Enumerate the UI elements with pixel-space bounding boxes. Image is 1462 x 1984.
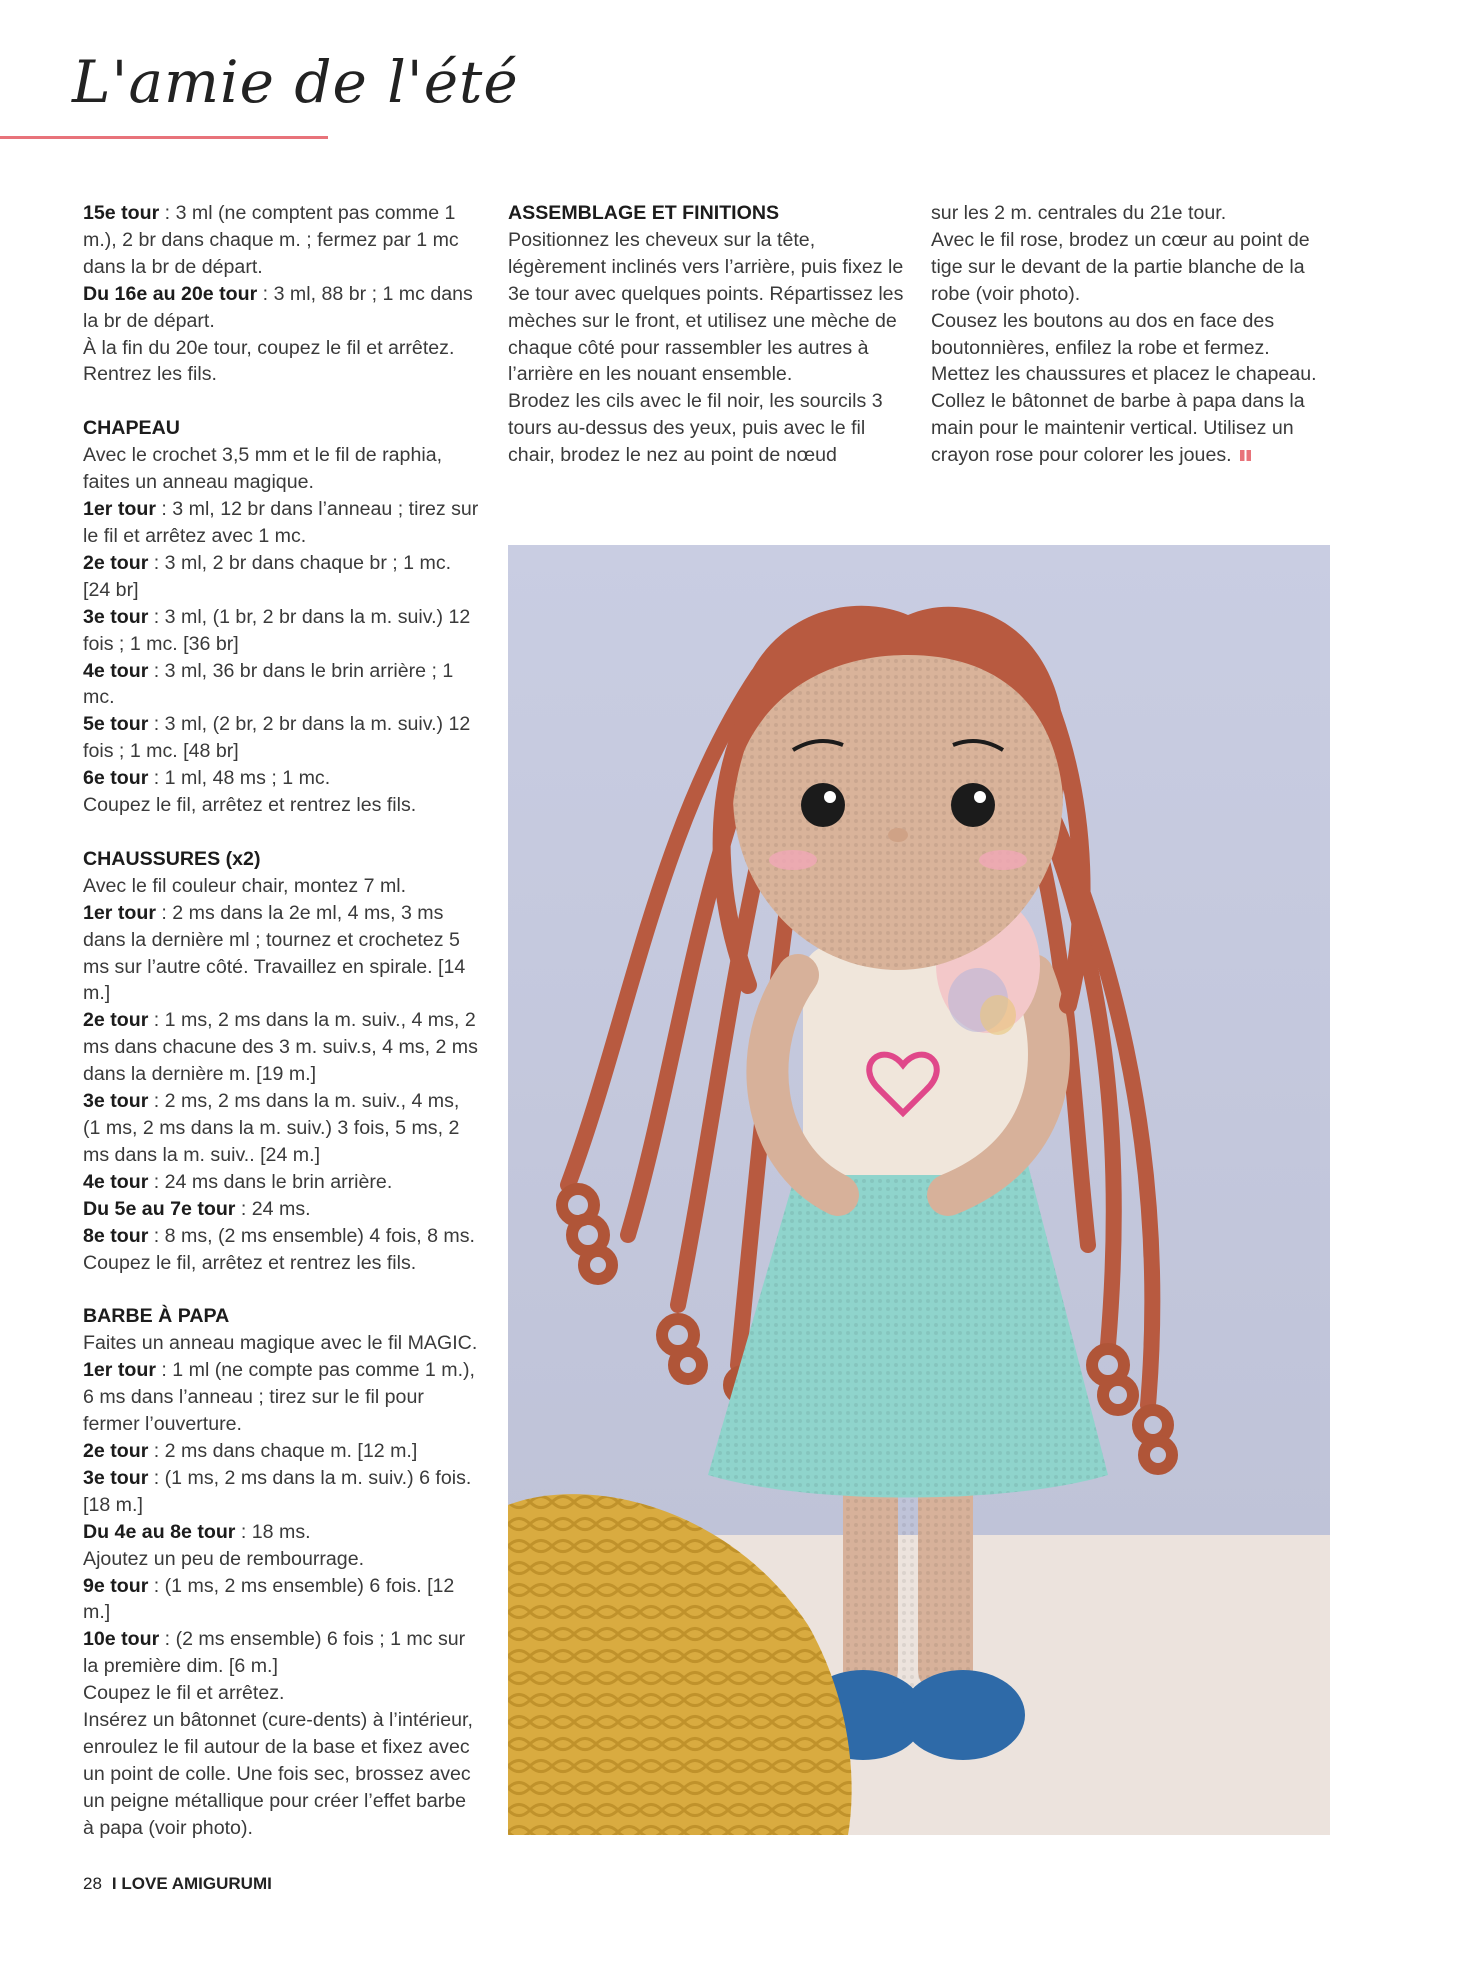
instruction-paragraph: [83, 1626, 481, 1680]
pattern-column-1: [83, 200, 481, 1842]
instruction-text: : 3 ml, 2 br dans chaque br ; 1 mc. [24 br]: [83, 551, 452, 601]
instruction-paragraph: [83, 281, 481, 335]
round-label: 2e tour: [83, 551, 149, 574]
paragraph-spacer: [83, 819, 481, 846]
instruction-text: : 3 ml, (1 br, 2 br dans la m. suiv.) 12 fois ; 1 mc. [36 br]: [83, 605, 471, 655]
instruction-text: Avec le crochet 3,5 mm et le fil de raphia, faites un anneau magique.: [83, 444, 443, 494]
instruction-paragraph: [83, 1250, 481, 1277]
instruction-text: Faites un anneau magique avec le fil MAGIC.: [83, 1332, 478, 1355]
article-end-mark: [1240, 450, 1251, 461]
round-label: 6e tour: [83, 767, 149, 790]
page-footer: [83, 1874, 272, 1894]
instruction-text: Ajoutez un peu de rembourrage.: [83, 1547, 365, 1570]
instruction-paragraph: [83, 1223, 481, 1250]
instruction-paragraph: [83, 1438, 481, 1465]
instruction-paragraph: [83, 200, 481, 281]
round-label: 4e tour: [83, 1170, 149, 1193]
instruction-text: Avec le fil couleur chair, montez 7 ml.: [83, 874, 407, 897]
instruction-paragraph: [83, 1357, 481, 1438]
round-label: 1er tour: [83, 901, 156, 924]
instruction-text: : (2 ms ensemble) 6 fois ; 1 mc sur la première dim. [6 m.]: [83, 1628, 466, 1678]
right-cheek: [979, 850, 1027, 870]
instruction-paragraph: [508, 227, 906, 388]
pattern-column-3: [931, 200, 1331, 469]
left-cheek: [769, 850, 817, 870]
doll-photo: [508, 545, 1330, 1835]
instruction-text: Collez le bâtonnet de barbe à papa dans la main pour le maintenir vertical. Utilisez un crayon rose pour colorer les joues.: [931, 390, 1305, 467]
instruction-paragraph: [83, 550, 481, 604]
instruction-paragraph: [83, 1007, 481, 1088]
round-label: 1er tour: [83, 498, 156, 521]
instruction-text: Insérez un bâtonnet (cure-dents) à l’intérieur, enroulez le fil autour de la base et fixez avec un point de colle. Une fois sec, brossez avec un peigne métallique pour créer l’effet barbe à papa (voir photo).: [83, 1709, 473, 1839]
round-label: 2e tour: [83, 1439, 149, 1462]
instruction-text: : 3 ml, (2 br, 2 br dans la m. suiv.) 12 fois ; 1 mc. [48 br]: [83, 713, 471, 763]
instruction-paragraph: [83, 900, 481, 1008]
instruction-text: Cousez les boutons au dos en face des boutonnières, enfilez la robe et fermez. Mettez les chaussures et placez le chapeau.: [931, 309, 1317, 386]
instruction-text: sur les 2 m. centrales du 21e tour.: [931, 202, 1227, 224]
round-label: 8e tour: [83, 1224, 149, 1247]
round-label: Du 16e au 20e tour: [83, 282, 258, 305]
instruction-paragraph: [508, 388, 906, 469]
right-shoe: [901, 1670, 1025, 1760]
round-label: 15e tour: [83, 202, 160, 224]
instruction-text: Brodez les cils avec le fil noir, les sourcils 3 tours au-dessus des yeux, puis avec le fil chair, brodez le nez au point de nœud: [508, 390, 883, 467]
instruction-paragraph: [931, 227, 1331, 308]
left-eye: [801, 783, 845, 827]
instruction-paragraph: [83, 711, 481, 765]
instruction-paragraph: [83, 792, 481, 819]
instruction-text: : 2 ms, 2 ms dans la m. suiv., 4 ms, (1 ms, 2 ms dans la m. suiv.) 3 fois, 5 ms, 2 ms dans la m. suiv.. [24 m.]: [83, 1090, 460, 1166]
instruction-paragraph: [83, 1088, 481, 1169]
amigurumi-doll-illustration: [508, 545, 1330, 1835]
instruction-text: : 1 ms, 2 ms dans la m. suiv., 4 ms, 2 ms dans chacune des 3 m. suiv.s, 4 ms, 2 ms dans la dernière m. [19 m.]: [83, 1009, 478, 1086]
instruction-paragraph: [83, 1169, 481, 1196]
instruction-paragraph: [83, 1573, 481, 1627]
instruction-text: : 3 ml, 36 br dans le brin arrière ; 1 mc.: [83, 659, 454, 709]
round-label: 10e tour: [83, 1628, 160, 1651]
instruction-paragraph: [83, 1546, 481, 1573]
section-heading: CHAUSSURES (x2): [83, 847, 261, 870]
round-label: 1er tour: [83, 1359, 156, 1382]
instruction-text: : 3 ml, 88 br ; 1 mc dans la br de départ.: [83, 282, 473, 332]
instruction-paragraph: [83, 873, 481, 900]
instruction-paragraph: [83, 765, 481, 792]
instruction-paragraph: [931, 308, 1331, 389]
instruction-text: : 24 ms.: [235, 1197, 311, 1220]
instruction-text: : 2 ms dans la 2e ml, 4 ms, 3 ms dans la dernière ml ; tournez et crochetez 5 ms sur l’autre côté. Travaillez en spirale. [14 m.]: [83, 901, 466, 1005]
section-heading: ASSEMBLAGE ET FINITIONS: [508, 202, 780, 224]
instruction-text: Coupez le fil, arrêtez et rentrez les fils.: [83, 794, 417, 817]
instruction-text: Avec le fil rose, brodez un cœur au point de tige sur le devant de la partie blanche de la robe (voir photo).: [931, 228, 1310, 305]
instruction-text: : 3 ml, 12 br dans l’anneau ; tirez sur le fil et arrêtez avec 1 mc.: [83, 498, 479, 547]
instruction-paragraph: [931, 388, 1331, 469]
round-label: 4e tour: [83, 659, 149, 682]
instruction-paragraph: [83, 1465, 481, 1519]
instruction-text: À la fin du 20e tour, coupez le fil et arrêtez. Rentrez les fils.: [83, 336, 455, 386]
instruction-paragraph: [83, 1196, 481, 1223]
instruction-text: : 8 ms, (2 ms ensemble) 4 fois, 8 ms.: [148, 1224, 475, 1247]
instruction-text: : 1 ml (ne compte pas comme 1 m.), 6 ms dans l’anneau ; tirez sur le fil pour fermer l’ouverture.: [83, 1359, 475, 1436]
round-label: 9e tour: [83, 1574, 149, 1597]
round-label: 3e tour: [83, 1090, 149, 1113]
instruction-paragraph: [83, 1519, 481, 1546]
instruction-paragraph: [83, 496, 481, 550]
page-title: L'amie de l'été: [72, 48, 519, 116]
round-label: 2e tour: [83, 1009, 149, 1032]
instruction-text: : 2 ms dans chaque m. [12 m.]: [148, 1439, 418, 1462]
round-label: 5e tour: [83, 713, 149, 736]
pattern-column-2: [508, 200, 906, 469]
instruction-paragraph: [83, 1707, 481, 1842]
paragraph-spacer: [83, 388, 481, 415]
instruction-paragraph: [931, 200, 1331, 227]
instruction-paragraph: [83, 1680, 481, 1707]
page-number: 28: [83, 1874, 102, 1893]
round-label: 3e tour: [83, 1466, 149, 1489]
round-label: 3e tour: [83, 605, 149, 628]
round-label: Du 5e au 7e tour: [83, 1197, 236, 1220]
instruction-text: Coupez le fil, arrêtez et rentrez les fils.: [83, 1251, 417, 1274]
magazine-name: I LOVE AMIGURUMI: [111, 1874, 272, 1893]
title-underline: [0, 136, 328, 139]
section-heading: BARBE À PAPA: [83, 1305, 230, 1328]
instruction-paragraph: [83, 1330, 481, 1357]
instruction-text: : 18 ms.: [235, 1520, 311, 1543]
section-heading: CHAPEAU: [83, 417, 180, 440]
paragraph-spacer: [83, 1276, 481, 1303]
right-eye: [951, 783, 995, 827]
instruction-text: Positionnez les cheveux sur la tête, légèrement inclinés vers l’arrière, puis fixez le 3e tour avec quelques points. Répartissez les mèches sur le front, et utilisez une mèche de chaque côté pour rassembler les autres à l’arrière en les nouant ensemble.: [508, 228, 904, 386]
instruction-paragraph: [83, 604, 481, 658]
instruction-text: : 24 ms dans le brin arrière.: [148, 1170, 393, 1193]
nose: [888, 828, 908, 842]
instruction-text: Coupez le fil et arrêtez.: [83, 1682, 285, 1705]
round-label: Du 4e au 8e tour: [83, 1520, 236, 1543]
instruction-paragraph: [83, 335, 481, 389]
instruction-paragraph: [83, 442, 481, 496]
instruction-text: : 3 ml (ne comptent pas comme 1 m.), 2 br dans chaque m. ; fermez par 1 mc dans la br de départ.: [83, 202, 459, 278]
instruction-text: : (1 ms, 2 ms ensemble) 6 fois. [12 m.]: [83, 1574, 455, 1624]
instruction-paragraph: [83, 658, 481, 712]
instruction-text: : (1 ms, 2 ms dans la m. suiv.) 6 fois. [18 m.]: [83, 1466, 472, 1516]
instruction-text: : 1 ml, 48 ms ; 1 mc.: [148, 767, 331, 790]
